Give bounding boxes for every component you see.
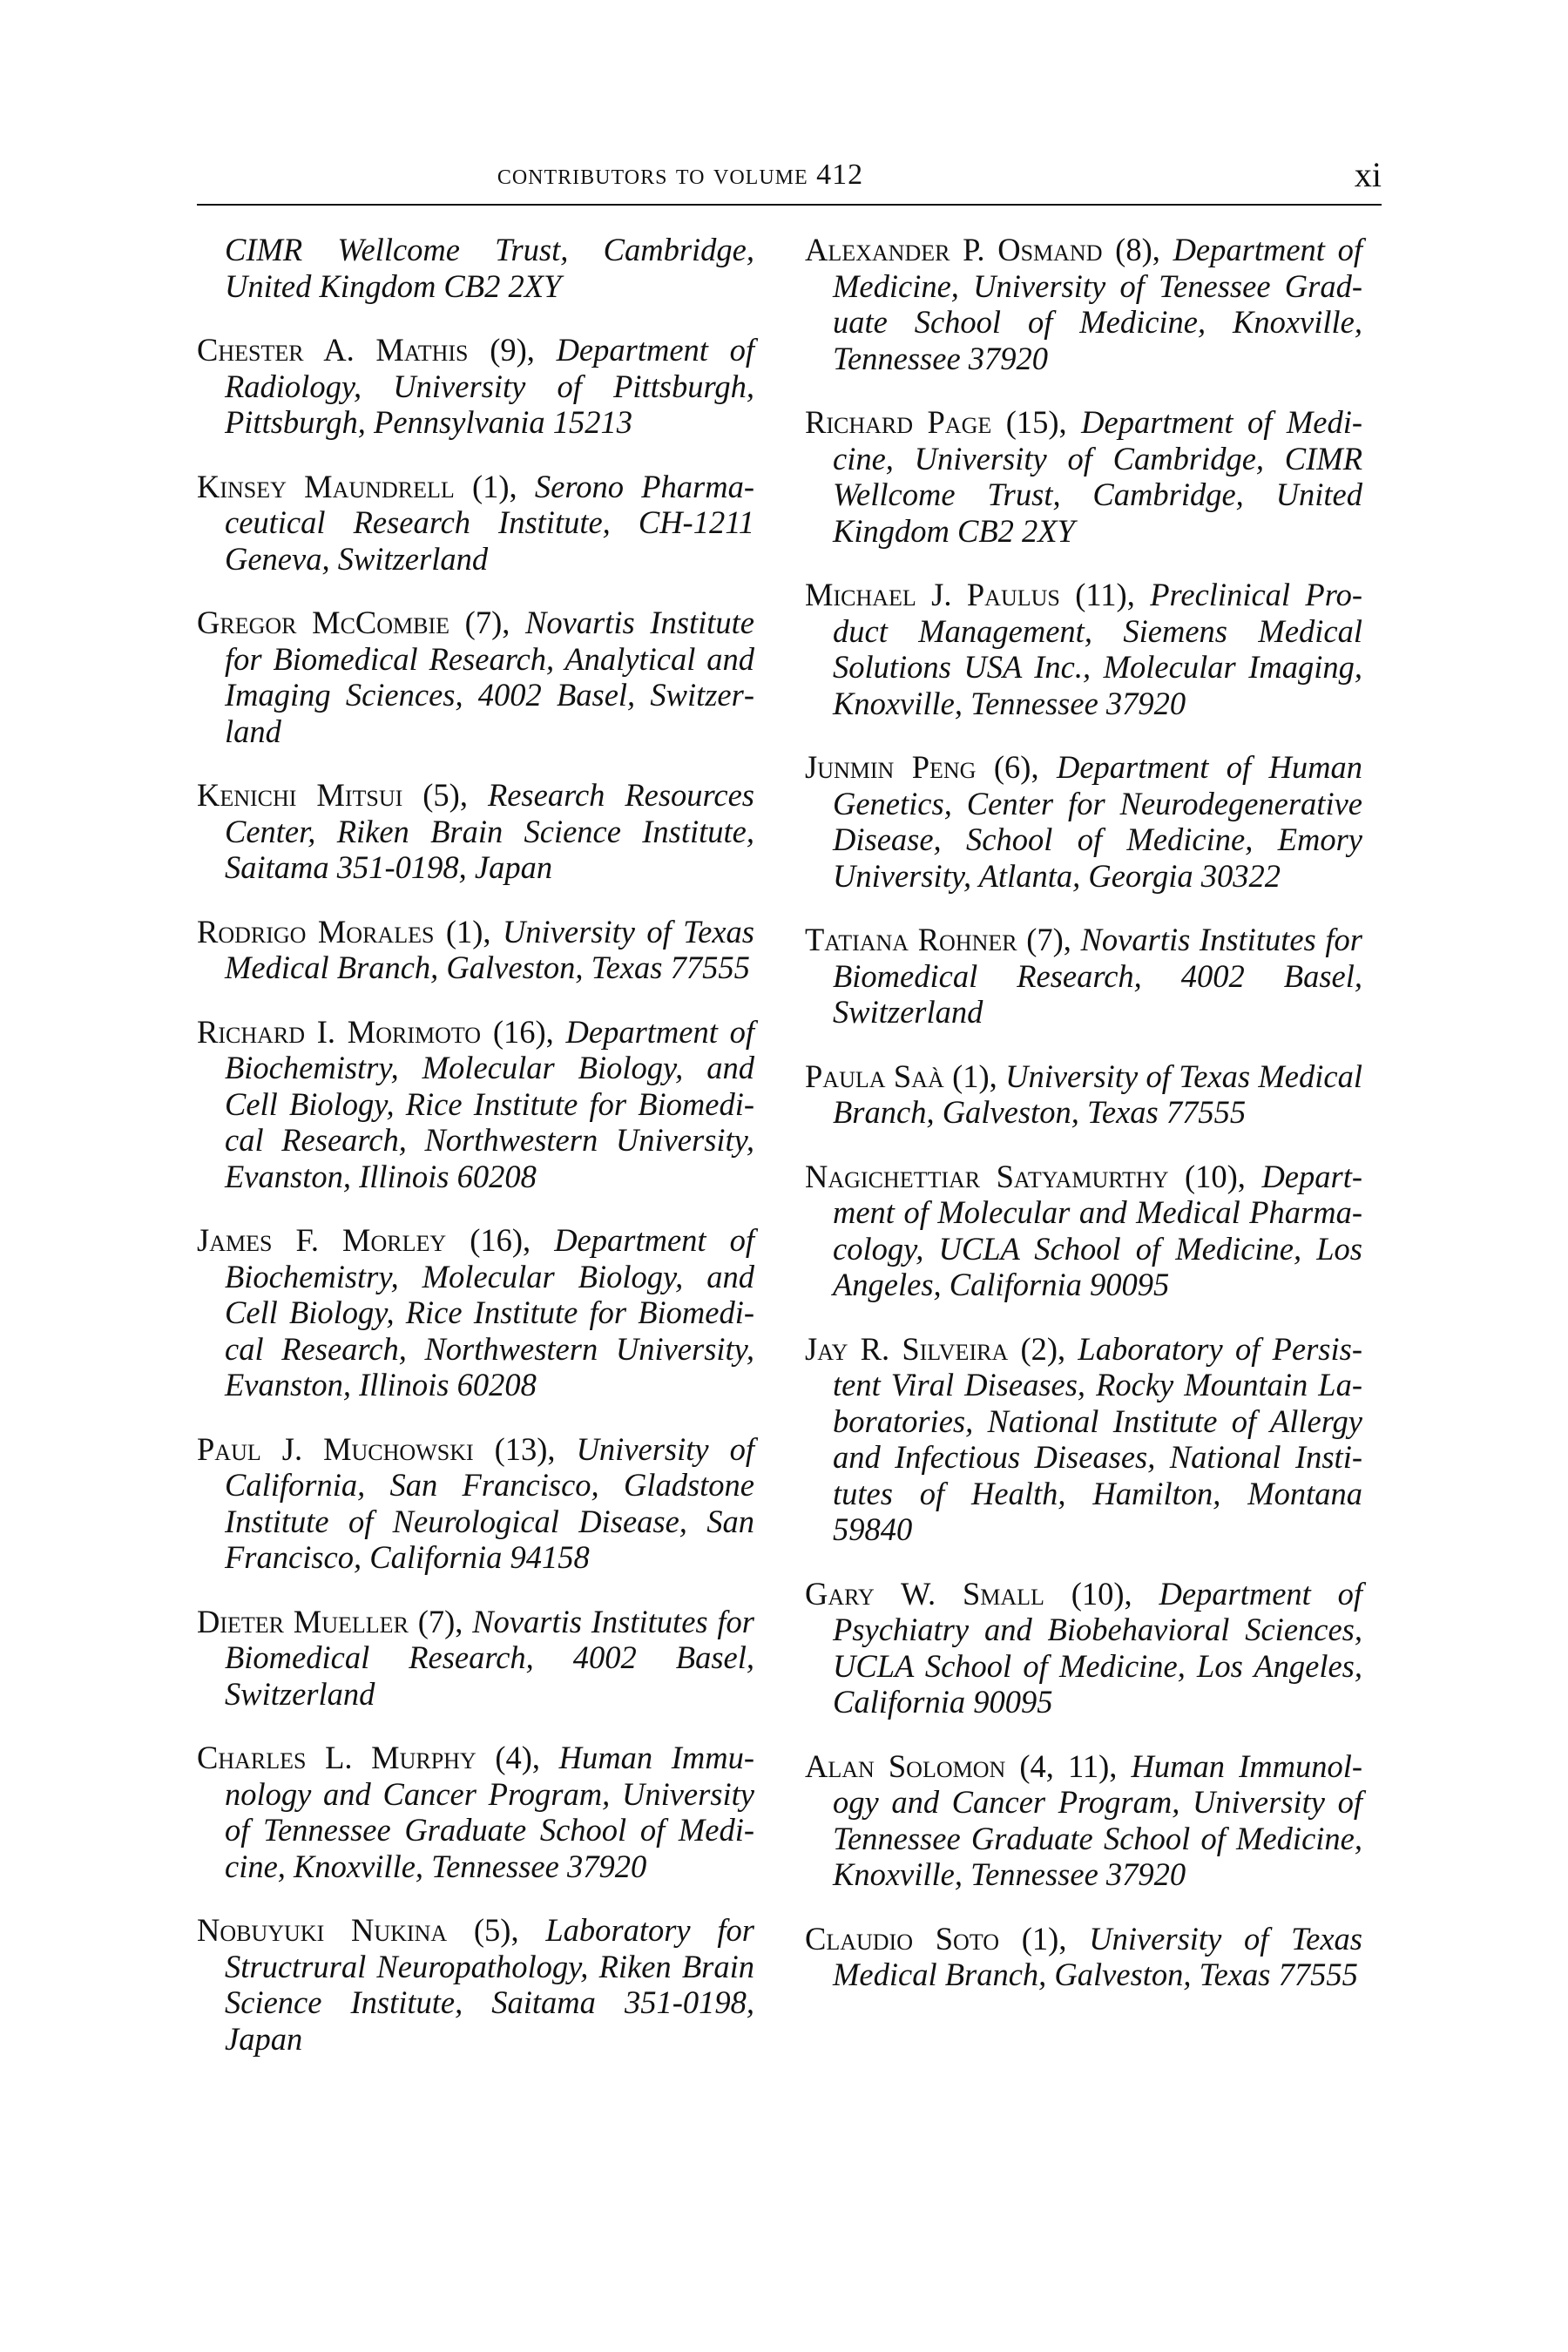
- contributor-entry: [197, 1431, 754, 1576]
- contributor-name: Nobuyuki Nukina: [197, 1912, 448, 1948]
- contributor-entry: [197, 232, 754, 304]
- contributor-chapters: (7),: [408, 1603, 473, 1639]
- contributor-entry: [805, 1576, 1362, 1720]
- contributor-affiliation: Novartis Institute for Biomedical Research, Analytical and Imaging Sciences, 4002 Basel, Switzerland: [225, 605, 755, 749]
- contributor-chapters: (13),: [473, 1430, 577, 1467]
- contributor-chapters: (10),: [1168, 1158, 1262, 1194]
- contributor-entry: [197, 777, 754, 886]
- contributor-entry: [805, 1331, 1362, 1548]
- contributor-affiliation: Department of Psychiatry and Biobehavioral Sciences, UCLA School of Medicine, Los Angeles, California 90095: [833, 1575, 1363, 1720]
- contributor-entry: [197, 332, 754, 441]
- contributor-chapters: (1),: [943, 1058, 1006, 1094]
- contributor-chapters: (16),: [481, 1013, 566, 1050]
- contributor-entry: [197, 914, 754, 986]
- contributor-chapters: (4, 11),: [1005, 1747, 1132, 1784]
- contributor-name: Claudio Soto: [805, 1920, 1000, 1957]
- contributor-entry: [805, 1058, 1362, 1131]
- contributor-entry: [805, 1748, 1362, 1893]
- contributor-entry: [805, 749, 1362, 894]
- contributor-chapters: (1),: [454, 468, 535, 504]
- contributor-entry: [197, 1912, 754, 2057]
- running-head: [197, 153, 1382, 197]
- contributor-affiliation: CIMR Wellcome Trust, Cambridge, United Kingdom CB2 2XY: [225, 232, 754, 304]
- contributor-chapters: (15),: [991, 404, 1082, 440]
- contributor-chapters: (2),: [1008, 1330, 1078, 1367]
- page-number: xi: [1354, 155, 1382, 194]
- contributor-affiliation: University of Texas Medical Branch, Galveston, Texas 77555: [833, 1920, 1362, 1992]
- contributor-affiliation: University of Texas Medical Branch, Galveston, Texas 77555: [833, 1058, 1362, 1130]
- contributor-name: Kinsey Maundrell: [197, 468, 455, 504]
- contributor-chapters: (1),: [999, 1920, 1090, 1957]
- contributor-name: Alexander P. Osmand: [805, 232, 1103, 267]
- contributor-chapters: (16),: [446, 1222, 555, 1258]
- contributor-chapters: (5),: [402, 777, 488, 813]
- contributor-entry: [197, 469, 754, 578]
- contributor-name: Nagichettiar Satyamurthy: [805, 1158, 1169, 1194]
- contributor-affiliation: Department of Medicine, University of Cambridge, CIMR Wellcome Trust, Cambridge, United Kingdom CB2 2XY: [833, 404, 1362, 549]
- contributor-affiliation: Department of Medicine, University of Tenessee Graduate School of Medicine, Knoxville, Tennessee 37920: [833, 232, 1362, 376]
- contributor-entry: [805, 577, 1362, 721]
- contributor-affiliation: Department of Radiology, University of Pittsburgh, Pittsburgh, Pennsylvania 15213: [225, 332, 755, 440]
- contributor-name: Chester A. Mathis: [197, 332, 469, 368]
- contributor-entry: [805, 922, 1362, 1031]
- contributor-affiliation: Research Resources Center, Riken Brain Science Institute, Saitama 351-0198, Japan: [225, 777, 755, 885]
- contributor-name: Tatiana Rohner: [805, 922, 1017, 957]
- contributor-entry: [197, 1740, 754, 1884]
- contributor-entry: [197, 1604, 754, 1713]
- contributor-name: Rodrigo Morales: [197, 913, 435, 950]
- header-rule: [197, 204, 1382, 206]
- contributor-affiliation: University of California, San Francisco, Gladstone Institute of Neurological Disease, San Francisco, California 94158: [225, 1430, 754, 1575]
- contributor-chapters: (8),: [1102, 232, 1173, 267]
- contributor-name: Paula Saà: [805, 1058, 944, 1094]
- contributor-chapters: (7),: [1017, 922, 1081, 957]
- left-column: [197, 232, 754, 2085]
- contributor-name: Alan Solomon: [805, 1747, 1006, 1784]
- contributor-name: Charles L. Murphy: [197, 1740, 476, 1775]
- contributor-name: Richard Page: [805, 404, 992, 440]
- contributor-entry: [197, 1014, 754, 1195]
- contributor-affiliation: Novartis Institutes for Biomedical Research, 4002 Basel, Switzerland: [225, 1603, 755, 1712]
- contributor-affiliation: Department of Biochemistry, Molecular Biology, and Cell Biology, Rice Institute for Biomedical Research, Northwestern University, Evanston, Illinois 60208: [225, 1013, 754, 1194]
- contributor-chapters: (1),: [434, 913, 503, 950]
- contributor-entry: [197, 605, 754, 749]
- contributor-entry: [805, 1159, 1362, 1303]
- contributor-affiliation: Preclinical Product Management, Siemens Medical Solutions USA Inc., Molecular Imaging, Knoxville, Tennessee 37920: [833, 577, 1362, 721]
- contributor-name: James F. Morley: [197, 1222, 447, 1258]
- contributor-name: Gary W. Small: [805, 1575, 1044, 1612]
- contributor-chapters: (10),: [1044, 1575, 1159, 1612]
- contributor-chapters: (6),: [976, 749, 1057, 785]
- contributor-chapters: (9),: [468, 332, 557, 368]
- contributor-entry: [805, 404, 1362, 549]
- contributor-affiliation: Laboratory of Persistent Viral Diseases, Rocky Mountain Laboratories, National Institute of Allergy and Infectious Diseases, National Institutes of Health, Hamilton, Montana 59840: [833, 1330, 1362, 1547]
- contributor-affiliation: University of Texas Medical Branch, Galveston, Texas 77555: [225, 913, 754, 985]
- contributor-affiliation: Novartis Institutes for Biomedical Research, 4002 Basel, Switzerland: [833, 922, 1362, 1030]
- contributor-name: Kenichi Mitsui: [197, 777, 403, 813]
- contributor-name: Junmin Peng: [805, 749, 977, 785]
- contributor-affiliation: Laboratory for Structrural Neuropathology, Riken Brain Science Institute, Saitama 351-0198, Japan: [225, 1912, 754, 2057]
- contributor-name: Michael J. Paulus: [805, 577, 1060, 612]
- contributor-entry: [197, 1222, 754, 1403]
- contributor-chapters: (4),: [476, 1740, 559, 1775]
- contributor-entry: [805, 1921, 1362, 1993]
- contributor-chapters: (11),: [1059, 577, 1151, 612]
- contributor-affiliation: Department of Molecular and Medical Pharmacology, UCLA School of Medicine, Los Angeles, California 90095: [833, 1158, 1363, 1302]
- contributor-affiliation: Department of Human Genetics, Center for Neurodegenerative Disease, School of Medicine, Emory University, Atlanta, Georgia 30322: [833, 749, 1363, 894]
- contributor-affiliation: Human Immunology and Cancer Program, University of Tennessee Graduate School of Medicine, Knoxville, Tennessee 37920: [225, 1740, 754, 1884]
- contributor-affiliation: Serono Pharmaceutical Research Institute, CH-1211 Geneva, Switzerland: [225, 468, 754, 577]
- contributor-name: Dieter Mueller: [197, 1603, 409, 1639]
- contributor-affiliation: Department of Biochemistry, Molecular Biology, and Cell Biology, Rice Institute for Biomedical Research, Northwestern University, Evanston, Illinois 60208: [225, 1222, 754, 1402]
- contributor-affiliation: Human Immunology and Cancer Program, University of Tennessee Graduate School of Medicine, Knoxville, Tennessee 37920: [833, 1747, 1362, 1892]
- contributor-name: Gregor McCombie: [197, 605, 450, 640]
- contributor-name: Jay R. Silveira: [805, 1330, 1009, 1367]
- contributor-chapters: (5),: [447, 1912, 546, 1948]
- contributor-chapters: (7),: [449, 605, 526, 640]
- contributor-name: Richard I. Morimoto: [197, 1013, 482, 1050]
- contributor-name: Paul J. Muchowski: [197, 1430, 474, 1467]
- right-column: [805, 232, 1362, 2021]
- contributor-entry: [805, 232, 1362, 376]
- running-title: contributors to volume 412: [497, 159, 864, 191]
